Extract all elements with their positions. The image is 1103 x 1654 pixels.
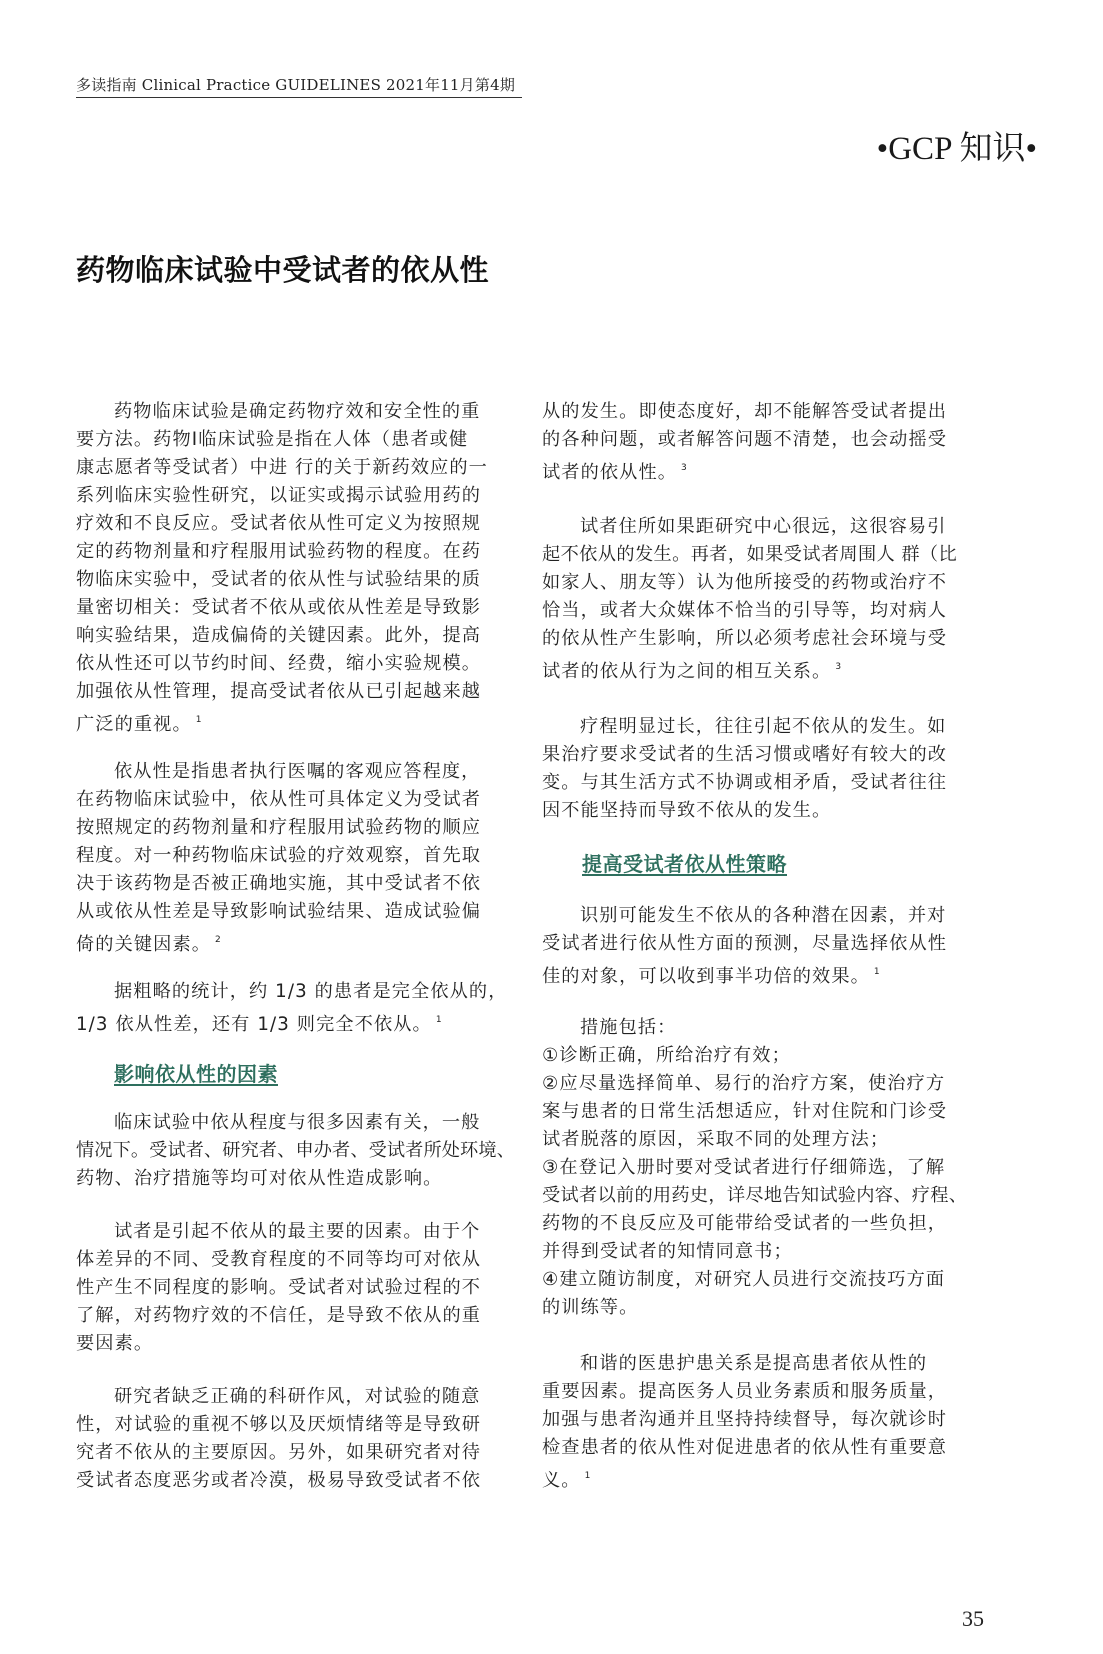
paragraph-line: 加强依从性管理，提高受试者依从已引起越来越 — [76, 681, 482, 702]
reference-marker: 2 — [215, 935, 221, 945]
line-text: 广泛的重视。 — [76, 714, 192, 735]
line-text: 佳的对象，可以收到事半功倍的效果。 — [542, 966, 870, 987]
paragraph-line — [76, 1007, 442, 1038]
paragraph-line: 性，对试验的重视不够以及厌烦情绪等是导致研 — [76, 1414, 482, 1435]
paragraph-line: 检查患者的依从性对促进患者的依从性有重要意 — [542, 1437, 948, 1458]
paragraph-line: 从的发生。即使态度好，却不能解答受试者提出 — [542, 401, 948, 422]
paragraph-line: 在药物临床试验中，依从性可具体定义为受试者 — [76, 789, 482, 810]
paragraph-line: 并得到受试者的知情同意书； — [542, 1241, 793, 1262]
paragraph-line: 果治疗要求受试者的生活习惯或嗜好有较大的改 — [542, 744, 948, 765]
paragraph-line: 识别可能发生不依从的各种潜在因素，并对 — [580, 905, 947, 926]
paragraph-line — [542, 455, 687, 486]
reference-marker: 1 — [435, 1015, 442, 1025]
line-text: 试者的依从性。 — [542, 462, 678, 483]
paragraph-line: 响实验结果，造成偏倚的关键因素。此外，提高 — [76, 625, 482, 646]
section-tag: •GCP 知识• — [876, 131, 1037, 167]
paragraph-line: 疗程明显过长，往往引起不依从的发生。如 — [580, 716, 947, 737]
page-number: 35 — [962, 1606, 984, 1631]
paragraph-line: 的依从性产生影响，所以必须考虑社会环境与受 — [542, 628, 948, 649]
paragraph-line: 要方法。药物Ⅰ临床试验是指在人体（患者或健 — [76, 429, 469, 450]
paragraph-line: 案与患者的日常生活想适应，针对住院和门诊受 — [542, 1101, 948, 1122]
paragraph-line: 要因素。 — [76, 1333, 154, 1354]
paragraph-line: 受试者以前的用药史，详尽地告知试验内容、疗程、 — [542, 1185, 968, 1206]
paragraph-line: 临床试验中依从程度与很多因素有关，一般 — [114, 1112, 481, 1133]
paragraph-line: 依从性是指患者执行医嘱的客观应答程度， — [114, 761, 481, 782]
paragraph-line: 从或依从性差是导致影响试验结果、造成试验偏 — [76, 901, 482, 922]
list-item: ①诊断正确，所给治疗有效； — [542, 1045, 791, 1066]
paragraph-line: 的训练等。 — [542, 1297, 639, 1318]
line-text: 义。 — [542, 1470, 581, 1491]
reference-marker: 3 — [835, 662, 842, 672]
paragraph-line: 疗效和不良反应。受试者依从性可定义为按照规 — [76, 513, 482, 534]
list-item: ②应尽量选择简单、易行的治疗方案，使治疗方 — [542, 1073, 946, 1094]
paragraph-line: 究者不依从的主要原因。另外，如果研究者对待 — [76, 1442, 482, 1463]
paragraph-line: 受试者进行依从性方面的预测，尽量选择依从性 — [542, 933, 948, 954]
paragraph-line — [542, 654, 841, 685]
paragraph-line — [542, 1463, 590, 1494]
line-text: 倚的关键因素。 — [76, 934, 212, 955]
paragraph-line: 试者是引起不依从的最主要的因素。由于个 — [114, 1221, 481, 1242]
paragraph-line: 据粗略的统计，约 1/3 的患者是完全依从的， — [114, 981, 508, 1002]
paragraph-line: 和谐的医患护患关系是提高患者依从性的 — [580, 1353, 928, 1374]
section-heading: 提高受试者依从性策略 — [582, 852, 787, 876]
paragraph-line: 物临床实验中，受试者的依从性与试验结果的质 — [76, 569, 482, 590]
paragraph-line — [542, 959, 880, 990]
article-title: 药物临床试验中受试者的依从性 — [76, 253, 490, 287]
paragraph-line: 的各种问题，或者解答问题不清楚，也会动摇受 — [542, 429, 948, 450]
section-heading: 影响依从性的因素 — [114, 1062, 278, 1086]
paragraph-line: 情况下。受试者、研究者、申办者、受试者所处环境、 — [76, 1140, 515, 1161]
paragraph-line: 起不依从的发生。再者，如果受试者周围人 群（比 — [542, 544, 958, 565]
line-text: 试者的依从行为之间的相互关系。 — [542, 661, 832, 682]
paragraph-line: 恰当，或者大众媒体不恰当的引导等，均对病人 — [542, 600, 948, 621]
paragraph-line: 加强与患者沟通并且坚持持续督导，每次就诊时 — [542, 1409, 948, 1430]
paragraph-line: 因不能坚持而导致不依从的发生。 — [542, 800, 832, 821]
paragraph-line: 如家人、朋友等）认为他所接受的药物或治疗不 — [542, 572, 948, 593]
paragraph-line: 性产生不同程度的影响。受试者对试验过程的不 — [76, 1277, 482, 1298]
paragraph-line: 程度。对一种药物临床试验的疗效观察，首先取 — [76, 845, 482, 866]
paragraph-line: 定的药物剂量和疗程服用试验药物的程度。在药 — [76, 541, 482, 562]
paragraph-line: 重要因素。提高医务人员业务素质和服务质量， — [542, 1381, 948, 1402]
paragraph-line: 体差异的不同、受教育程度的不同等均可对依从 — [76, 1249, 482, 1270]
paragraph-line: 量密切相关：受试者不依从或依从性差是导致影 — [76, 597, 482, 618]
paragraph-line: 依从性还可以节约时间、经费，缩小实验规模。 — [76, 653, 482, 674]
paragraph-line: 试者住所如果距研究中心很远，这很容易引 — [580, 516, 947, 537]
paragraph-line: 受试者态度恶劣或者冷漠，极易导致受试者不依 — [76, 1470, 482, 1491]
paragraph-line: 药物的不良反应及可能带给受试者的一些负担， — [542, 1213, 948, 1234]
reference-marker: 3 — [681, 463, 687, 473]
paragraph-line: 了解，对药物疗效的不信任，是导致不依从的重 — [76, 1305, 482, 1326]
paragraph-line: 措施包括： — [580, 1017, 677, 1038]
list-item: ③在登记入册时要对受试者进行仔细筛选，了解 — [542, 1157, 946, 1178]
paragraph-line: 药物、治疗措施等均可对依从性造成影响。 — [76, 1168, 443, 1189]
paragraph-line: 药物临床试验是确定药物疗效和安全性的重 — [114, 401, 481, 422]
paragraph-line: 康志愿者等受试者）中进 行的关于新药效应的一 — [76, 457, 488, 478]
paragraph-line: 试者脱落的原因，采取不同的处理方法； — [542, 1129, 890, 1150]
reference-marker: 1 — [195, 715, 202, 725]
paragraph-line — [76, 927, 221, 958]
paragraph-line: 按照规定的药物剂量和疗程服用试验药物的顺应 — [76, 817, 482, 838]
list-item: ④建立随访制度，对研究人员进行交流技巧方面 — [542, 1269, 946, 1290]
line-text: 1/3 依从性差，还有 1/3 则完全不依从。 — [76, 1014, 432, 1035]
reference-marker: 1 — [584, 1471, 591, 1481]
reference-marker: 1 — [873, 967, 880, 977]
paragraph-line: 决于该药物是否被正确地实施，其中受试者不依 — [76, 873, 482, 894]
paragraph-line: 研究者缺乏正确的科研作风，对试验的随意 — [114, 1386, 481, 1407]
running-head: 多读指南 Clinical Practice GUIDELINES 2021年11月第4期 — [76, 74, 522, 98]
paragraph-line: 变。与其生活方式不协调或相矛盾，受试者往往 — [542, 772, 948, 793]
paragraph-line: 系列临床实验性研究，以证实或揭示试验用药的 — [76, 485, 482, 506]
paragraph-line — [76, 707, 201, 738]
